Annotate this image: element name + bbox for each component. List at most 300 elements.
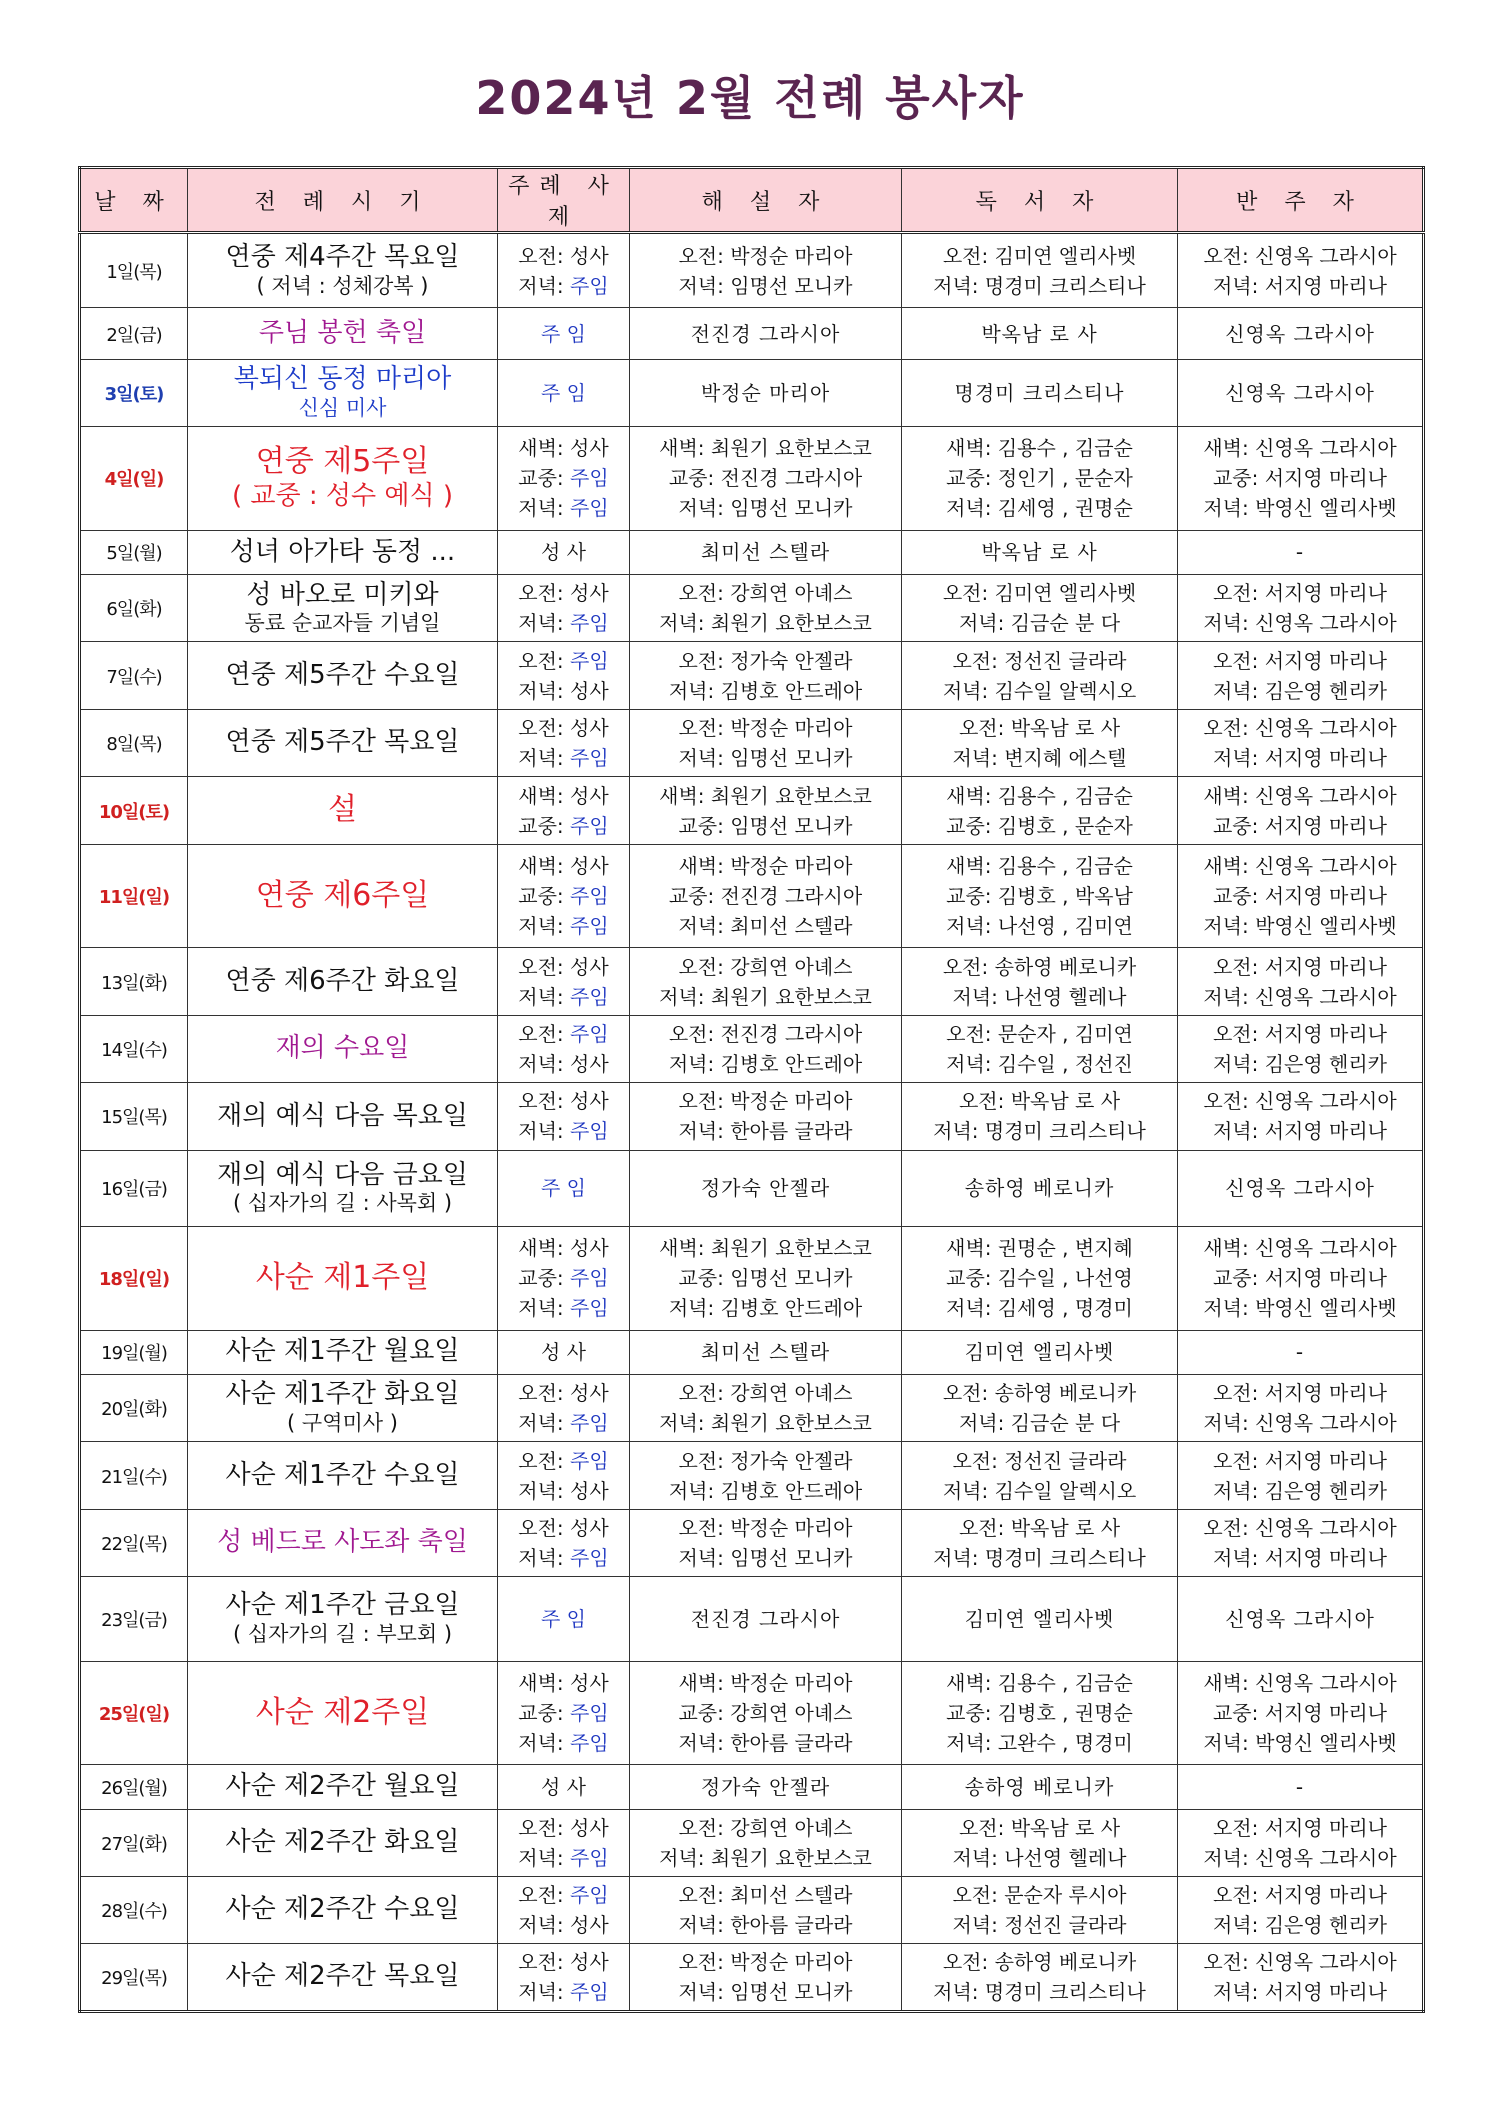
commentator-line: 오전: 박정순 마리아	[678, 1089, 853, 1114]
celebrant-line	[498, 1019, 629, 1049]
organist-cell	[1178, 1765, 1424, 1809]
celebrant-name: 성 사	[541, 1340, 586, 1365]
season-line: 성 바오로 미키와	[246, 579, 439, 610]
organist-line: 저녁: 서지영 마리나	[1212, 746, 1387, 771]
lector-cell	[902, 1661, 1178, 1765]
celebrant-name: 주 임	[541, 1606, 586, 1631]
lector-line: 저녁: 김세영 , 명경미	[946, 1296, 1133, 1321]
date-cell: 11일(일)	[80, 844, 188, 948]
organist-line: 오전: 신영옥 그라시아	[1203, 1515, 1397, 1540]
celebrant-time-label: 새벽:	[518, 436, 571, 461]
celebrant-cell	[498, 1809, 630, 1876]
celebrant-time-label: 저녁:	[518, 914, 571, 939]
celebrant-time-label: 교중:	[518, 1700, 571, 1725]
organist-cell	[1178, 359, 1424, 426]
commentator-cell	[630, 427, 902, 531]
lector-line: 교중: 김병호 , 권명순	[946, 1700, 1133, 1725]
celebrant-cell	[498, 1150, 630, 1226]
celebrant-time-label: 새벽:	[518, 854, 571, 879]
season-line: 주님 봉헌 축일	[258, 317, 427, 348]
liturgical-season-cell	[188, 1577, 498, 1662]
commentator-line: 새벽: 최원기 요한보스코	[659, 436, 872, 461]
liturgical-season-cell	[188, 777, 498, 844]
liturgical-season-cell	[188, 1809, 498, 1876]
season-line: ( 저녁 : 성체강복 )	[256, 273, 429, 298]
lector-line: 박옥남 로 사	[981, 321, 1098, 346]
lector-line: 오전: 문순자 , 김미연	[946, 1021, 1133, 1046]
date-cell: 6일(화)	[80, 575, 188, 642]
lector-cell	[902, 844, 1178, 948]
organist-line: 저녁: 박영신 엘리사벳	[1203, 1730, 1397, 1755]
organist-cell	[1178, 1015, 1424, 1082]
commentator-line: 교중: 전진경 그라시아	[668, 884, 863, 909]
lector-line: 오전: 송하영 베로니카	[942, 1950, 1137, 1975]
celebrant-cell	[498, 1661, 630, 1765]
commentator-line: 교중: 전진경 그라시아	[668, 466, 863, 491]
celebrant-line	[498, 1086, 629, 1116]
commentator-cell	[630, 844, 902, 948]
celebrant-line	[498, 463, 629, 493]
liturgical-season-cell	[188, 1765, 498, 1809]
organist-cell	[1178, 427, 1424, 531]
lector-line: 저녁: 명경미 크리스티나	[933, 1545, 1146, 1570]
commentator-cell	[630, 575, 902, 642]
celebrant-line	[498, 1049, 629, 1079]
commentator-line: 새벽: 박정순 마리아	[678, 1670, 853, 1695]
season-line: 사순 제1주간 화요일	[225, 1379, 460, 1410]
organist-cell	[1178, 1083, 1424, 1150]
commentator-line: 전진경 그라시아	[690, 321, 841, 346]
celebrant-cell	[498, 642, 630, 709]
lector-line: 교중: 김병호 , 박옥남	[946, 884, 1133, 909]
header-organist: 반 주 자	[1178, 168, 1424, 233]
celebrant-line	[498, 1880, 629, 1910]
liturgical-season-cell	[188, 1944, 498, 2012]
celebrant-name: 성사	[570, 854, 609, 879]
commentator-line: 오전: 강희연 아녜스	[678, 1381, 853, 1406]
celebrant-name: 주임	[570, 1700, 609, 1725]
celebrant-name: 성사	[570, 1950, 609, 1975]
lector-line: 오전: 박옥남 로 사	[958, 716, 1121, 741]
celebrant-name: 주임	[570, 1266, 609, 1291]
celebrant-line	[498, 676, 629, 706]
organist-cell	[1178, 1330, 1424, 1374]
schedule-row	[80, 1661, 1424, 1765]
commentator-line: 오전: 정가숙 안젤라	[678, 1448, 853, 1473]
date-cell: 14일(수)	[80, 1015, 188, 1082]
celebrant-line	[498, 1337, 629, 1367]
commentator-line: 저녁: 한아름 글라라	[678, 1913, 853, 1938]
lector-cell	[902, 308, 1178, 359]
organist-line: 저녁: 신영옥 그라시아	[1203, 611, 1397, 636]
celebrant-cell	[498, 1944, 630, 2012]
date-cell: 27일(화)	[80, 1809, 188, 1876]
season-line: 연중 제5주간 목요일	[225, 727, 460, 758]
liturgical-season-cell	[188, 1150, 498, 1226]
celebrant-name: 주 임	[541, 321, 586, 346]
celebrant-time-label: 오전:	[518, 648, 571, 673]
organist-cell	[1178, 1150, 1424, 1226]
commentator-line: 저녁: 임명선 모니카	[678, 1545, 853, 1570]
lector-cell	[902, 359, 1178, 426]
celebrant-time-label: 저녁:	[518, 1730, 571, 1755]
season-line: 성 베드로 사도좌 축일	[217, 1527, 468, 1558]
season-line: 사순 제2주간 목요일	[225, 1961, 460, 1992]
liturgical-season-cell	[188, 709, 498, 776]
lector-line: 저녁: 김수일 , 정선진	[946, 1051, 1133, 1076]
lector-cell	[902, 575, 1178, 642]
commentator-cell	[630, 359, 902, 426]
season-line: 사순 제2주간 화요일	[225, 1826, 460, 1857]
celebrant-line	[498, 1668, 629, 1698]
celebrant-line	[498, 881, 629, 911]
season-line: 사순 제1주간 금요일	[225, 1590, 460, 1621]
commentator-cell	[630, 1765, 902, 1809]
season-line: 재의 예식 다음 목요일	[217, 1100, 468, 1131]
liturgical-season-cell	[188, 233, 498, 308]
organist-cell	[1178, 530, 1424, 574]
organist-line: 저녁: 서지영 마리나	[1212, 1545, 1387, 1570]
date-cell: 5일(월)	[80, 530, 188, 574]
celebrant-name: 성사	[570, 243, 609, 268]
celebrant-cell	[498, 709, 630, 776]
commentator-line: 새벽: 박정순 마리아	[678, 854, 853, 879]
celebrant-line	[498, 1173, 629, 1203]
commentator-cell	[630, 1876, 902, 1943]
organist-line: 저녁: 서지영 마리나	[1212, 273, 1387, 298]
schedule-row	[80, 948, 1424, 1015]
celebrant-name: 성사	[570, 954, 609, 979]
organist-line: 교중: 서지영 마리나	[1212, 1700, 1387, 1725]
commentator-line: 저녁: 임명선 모니카	[678, 496, 853, 521]
lector-cell	[902, 1876, 1178, 1943]
celebrant-line	[498, 1977, 629, 2007]
commentator-line: 오전: 강희연 아녜스	[678, 1815, 853, 1840]
celebrant-name: 성사	[570, 1515, 609, 1540]
commentator-line: 저녁: 한아름 글라라	[678, 1119, 853, 1144]
schedule-row	[80, 1330, 1424, 1374]
celebrant-time-label: 오전:	[518, 954, 571, 979]
organist-line: 새벽: 신영옥 그라시아	[1203, 783, 1397, 808]
celebrant-line	[498, 1604, 629, 1634]
commentator-cell	[630, 1330, 902, 1374]
celebrant-line	[498, 646, 629, 676]
lector-line: 새벽: 김용수 , 김금순	[946, 1670, 1133, 1695]
season-line: 재의 예식 다음 금요일	[217, 1159, 468, 1190]
lector-cell	[902, 642, 1178, 709]
commentator-cell	[630, 1509, 902, 1576]
celebrant-time-label: 저녁:	[518, 1845, 571, 1870]
lector-line: 오전: 박옥남 로 사	[958, 1515, 1121, 1540]
celebrant-line	[498, 811, 629, 841]
organist-cell	[1178, 948, 1424, 1015]
commentator-line: 오전: 전진경 그라시아	[668, 1021, 863, 1046]
lector-line: 저녁: 김수일 알렉시오	[942, 678, 1137, 703]
organist-line: 교중: 서지영 마리나	[1212, 466, 1387, 491]
lector-line: 저녁: 정선진 글라라	[952, 1913, 1127, 1938]
celebrant-name: 성사	[570, 1051, 609, 1076]
celebrant-line	[498, 851, 629, 881]
celebrant-name: 주임	[570, 1845, 609, 1870]
header-commentator: 해 설 자	[630, 168, 902, 233]
date-cell: 15일(목)	[80, 1083, 188, 1150]
commentator-line: 교중: 임명선 모니카	[678, 1266, 853, 1291]
organist-line: 새벽: 신영옥 그라시아	[1203, 1236, 1397, 1261]
commentator-line: 새벽: 최원기 요한보스코	[659, 783, 872, 808]
header-celebrant: 주례 사제	[498, 168, 630, 233]
celebrant-time-label: 저녁:	[518, 1980, 571, 2005]
organist-line: 오전: 서지영 마리나	[1212, 648, 1387, 673]
lector-cell	[902, 1227, 1178, 1331]
celebrant-line	[498, 608, 629, 638]
celebrant-line	[498, 1233, 629, 1263]
celebrant-name: 주임	[570, 1411, 609, 1436]
celebrant-time-label: 새벽:	[518, 1670, 571, 1695]
schedule-row	[80, 1944, 1424, 2012]
celebrant-name: 성사	[570, 678, 609, 703]
celebrant-name: 주임	[570, 466, 609, 491]
lector-cell	[902, 1577, 1178, 1662]
lector-line: 김미연 엘리사벳	[964, 1606, 1115, 1631]
liturgical-season-cell	[188, 530, 498, 574]
lector-cell	[902, 1509, 1178, 1576]
celebrant-cell	[498, 1442, 630, 1509]
organist-line: 오전: 서지영 마리나	[1212, 1381, 1387, 1406]
lector-cell	[902, 1765, 1178, 1809]
commentator-line: 저녁: 최원기 요한보스코	[659, 1411, 872, 1436]
celebrant-line	[498, 493, 629, 523]
celebrant-line	[498, 713, 629, 743]
lector-line: 송하영 베로니카	[964, 1774, 1115, 1799]
season-line: 동료 순교자들 기념일	[244, 611, 441, 636]
organist-line: 저녁: 김은영 헨리카	[1212, 1913, 1387, 1938]
celebrant-time-label: 오전:	[518, 1883, 571, 1908]
commentator-cell	[630, 1944, 902, 2012]
organist-line: 저녁: 신영옥 그라시아	[1203, 984, 1397, 1009]
organist-line: 저녁: 서지영 마리나	[1212, 1119, 1387, 1144]
organist-line: 저녁: 신영옥 그라시아	[1203, 1411, 1397, 1436]
date-cell: 8일(목)	[80, 709, 188, 776]
lector-line: 교중: 김수일 , 나선영	[946, 1266, 1133, 1291]
celebrant-line	[498, 433, 629, 463]
date-cell: 4일(일)	[80, 427, 188, 531]
commentator-line: 정가숙 안젤라	[700, 1774, 831, 1799]
commentator-line: 저녁: 김병호 안드레아	[668, 678, 863, 703]
celebrant-cell	[498, 1577, 630, 1662]
lector-cell	[902, 427, 1178, 531]
lector-cell	[902, 1330, 1178, 1374]
commentator-cell	[630, 1150, 902, 1226]
commentator-line: 교중: 강희연 아녜스	[678, 1700, 853, 1725]
celebrant-name: 성 사	[541, 540, 586, 565]
commentator-line: 오전: 박정순 마리아	[678, 243, 853, 268]
schedule-row	[80, 1765, 1424, 1809]
organist-cell	[1178, 844, 1424, 948]
lector-line: 저녁: 김금순 분 다	[958, 1411, 1121, 1436]
celebrant-name: 성사	[570, 1089, 609, 1114]
lector-line: 저녁: 나선영 , 김미연	[946, 914, 1133, 939]
organist-cell	[1178, 1577, 1424, 1662]
season-line: 성녀 아가타 동정 ...	[229, 536, 456, 567]
celebrant-time-label: 교중:	[518, 813, 571, 838]
schedule-row	[80, 1442, 1424, 1509]
commentator-cell	[630, 1083, 902, 1150]
celebrant-line	[498, 241, 629, 271]
celebrant-line	[498, 1698, 629, 1728]
celebrant-name: 주임	[570, 611, 609, 636]
celebrant-name: 주임	[570, 648, 609, 673]
celebrant-line	[498, 378, 629, 408]
organist-line: 교중: 서지영 마리나	[1212, 1266, 1387, 1291]
celebrant-name: 주임	[570, 1545, 609, 1570]
organist-cell	[1178, 1876, 1424, 1943]
lector-line: 저녁: 나선영 헬레나	[952, 1845, 1127, 1870]
celebrant-name: 성사	[570, 1670, 609, 1695]
celebrant-line	[498, 271, 629, 301]
lector-cell	[902, 1944, 1178, 2012]
organist-cell	[1178, 709, 1424, 776]
schedule-row	[80, 1577, 1424, 1662]
celebrant-line	[498, 1947, 629, 1977]
organist-line: 오전: 신영옥 그라시아	[1203, 1950, 1397, 1975]
organist-line: -	[1295, 540, 1305, 565]
celebrant-cell	[498, 359, 630, 426]
liturgical-season-cell	[188, 1015, 498, 1082]
organist-cell	[1178, 1442, 1424, 1509]
celebrant-line	[498, 1543, 629, 1573]
organist-line: 저녁: 박영신 엘리사벳	[1203, 496, 1397, 521]
celebrant-line	[498, 1476, 629, 1506]
organist-cell	[1178, 575, 1424, 642]
schedule-row	[80, 844, 1424, 948]
organist-line: 오전: 서지영 마리나	[1212, 581, 1387, 606]
celebrant-line	[498, 1843, 629, 1873]
celebrant-line	[498, 743, 629, 773]
celebrant-name: 주임	[570, 1448, 609, 1473]
liturgical-season-cell	[188, 642, 498, 709]
commentator-line: 저녁: 임명선 모니카	[678, 746, 853, 771]
celebrant-cell	[498, 1876, 630, 1943]
season-line: 복되신 동정 마리아	[233, 364, 452, 395]
organist-cell	[1178, 1227, 1424, 1331]
organist-line: -	[1295, 1774, 1305, 1799]
celebrant-name: 주임	[570, 746, 609, 771]
commentator-line: 저녁: 최원기 요한보스코	[659, 1845, 872, 1870]
celebrant-name: 성사	[570, 581, 609, 606]
celebrant-line	[498, 1446, 629, 1476]
header-season: 전 례 시 기	[188, 168, 498, 233]
schedule-row	[80, 1150, 1424, 1226]
organist-line: 저녁: 서지영 마리나	[1212, 1980, 1387, 2005]
season-line: 연중 제5주일	[255, 444, 430, 480]
lector-line: 저녁: 김세영 , 권명순	[946, 496, 1133, 521]
celebrant-line	[498, 1772, 629, 1802]
commentator-line: 박정순 마리아	[700, 380, 831, 405]
celebrant-name: 주 임	[541, 380, 586, 405]
organist-cell	[1178, 1944, 1424, 2012]
celebrant-line	[498, 982, 629, 1012]
organist-line: 신영옥 그라시아	[1225, 1606, 1375, 1631]
schedule-row	[80, 530, 1424, 574]
organist-line: 저녁: 김은영 헨리카	[1212, 678, 1387, 703]
season-line: 사순 제2주간 수요일	[225, 1894, 460, 1925]
organist-line: 오전: 서지영 마리나	[1212, 1883, 1387, 1908]
commentator-line: 최미선 스텔라	[700, 1340, 831, 1365]
organist-cell	[1178, 1661, 1424, 1765]
commentator-line: 오전: 박정순 마리아	[678, 1515, 853, 1540]
header-date: 날 짜	[80, 168, 188, 233]
organist-line: 저녁: 박영신 엘리사벳	[1203, 1296, 1397, 1321]
commentator-line: 교중: 임명선 모니카	[678, 813, 853, 838]
commentator-line: 저녁: 최원기 요한보스코	[659, 984, 872, 1009]
celebrant-time-label: 교중:	[518, 884, 571, 909]
commentator-line: 저녁: 임명선 모니카	[678, 273, 853, 298]
date-cell: 7일(수)	[80, 642, 188, 709]
lector-line: 오전: 김미연 엘리사벳	[942, 243, 1137, 268]
celebrant-cell	[498, 1765, 630, 1809]
organist-line: 오전: 신영옥 그라시아	[1203, 243, 1397, 268]
liturgical-season-cell	[188, 359, 498, 426]
liturgical-season-cell	[188, 1509, 498, 1576]
celebrant-cell	[498, 1374, 630, 1441]
commentator-cell	[630, 709, 902, 776]
season-line: ( 교중 : 성수 예식 )	[231, 480, 454, 511]
header-lector: 독 서 자	[902, 168, 1178, 233]
schedule-row	[80, 233, 1424, 308]
commentator-line: 오전: 정가숙 안젤라	[678, 648, 853, 673]
celebrant-cell	[498, 1015, 630, 1082]
schedule-row	[80, 427, 1424, 531]
celebrant-cell	[498, 530, 630, 574]
lector-line: 오전: 송하영 베로니카	[942, 1381, 1137, 1406]
celebrant-cell	[498, 844, 630, 948]
celebrant-name: 성사	[570, 1381, 609, 1406]
lector-line: 교중: 정인기 , 문순자	[946, 466, 1133, 491]
celebrant-name: 성사	[570, 436, 609, 461]
celebrant-name: 성사	[570, 783, 609, 808]
celebrant-time-label: 저녁:	[518, 678, 571, 703]
date-cell: 21일(수)	[80, 1442, 188, 1509]
celebrant-name: 성사	[570, 1478, 609, 1503]
celebrant-name: 주임	[570, 496, 609, 521]
lector-line: 저녁: 김금순 분 다	[958, 611, 1121, 636]
schedule-row	[80, 1083, 1424, 1150]
season-line: 사순 제2주일	[255, 1694, 430, 1730]
date-cell: 20일(화)	[80, 1374, 188, 1441]
organist-line: 새벽: 신영옥 그라시아	[1203, 1670, 1397, 1695]
celebrant-name: 성사	[570, 1236, 609, 1261]
celebrant-time-label: 오전:	[518, 243, 571, 268]
season-line: 사순 제1주간 월요일	[225, 1336, 460, 1367]
lector-line: 저녁: 변지혜 에스텔	[952, 746, 1127, 771]
celebrant-time-label: 저녁:	[518, 1119, 571, 1144]
organist-line: 신영옥 그라시아	[1225, 321, 1375, 346]
lector-line: 새벽: 권명순 , 변지혜	[946, 1236, 1133, 1261]
celebrant-cell	[498, 1083, 630, 1150]
date-cell: 1일(목)	[80, 233, 188, 308]
lector-line: 새벽: 김용수 , 김금순	[946, 854, 1133, 879]
celebrant-time-label: 저녁:	[518, 273, 571, 298]
organist-line: 오전: 서지영 마리나	[1212, 954, 1387, 979]
schedule-row	[80, 1015, 1424, 1082]
header-row	[80, 168, 1424, 233]
celebrant-line	[498, 1728, 629, 1758]
celebrant-name: 주임	[570, 1296, 609, 1321]
organist-cell	[1178, 642, 1424, 709]
commentator-cell	[630, 308, 902, 359]
celebrant-time-label: 오전:	[518, 1021, 571, 1046]
lector-line: 송하영 베로니카	[964, 1176, 1115, 1201]
